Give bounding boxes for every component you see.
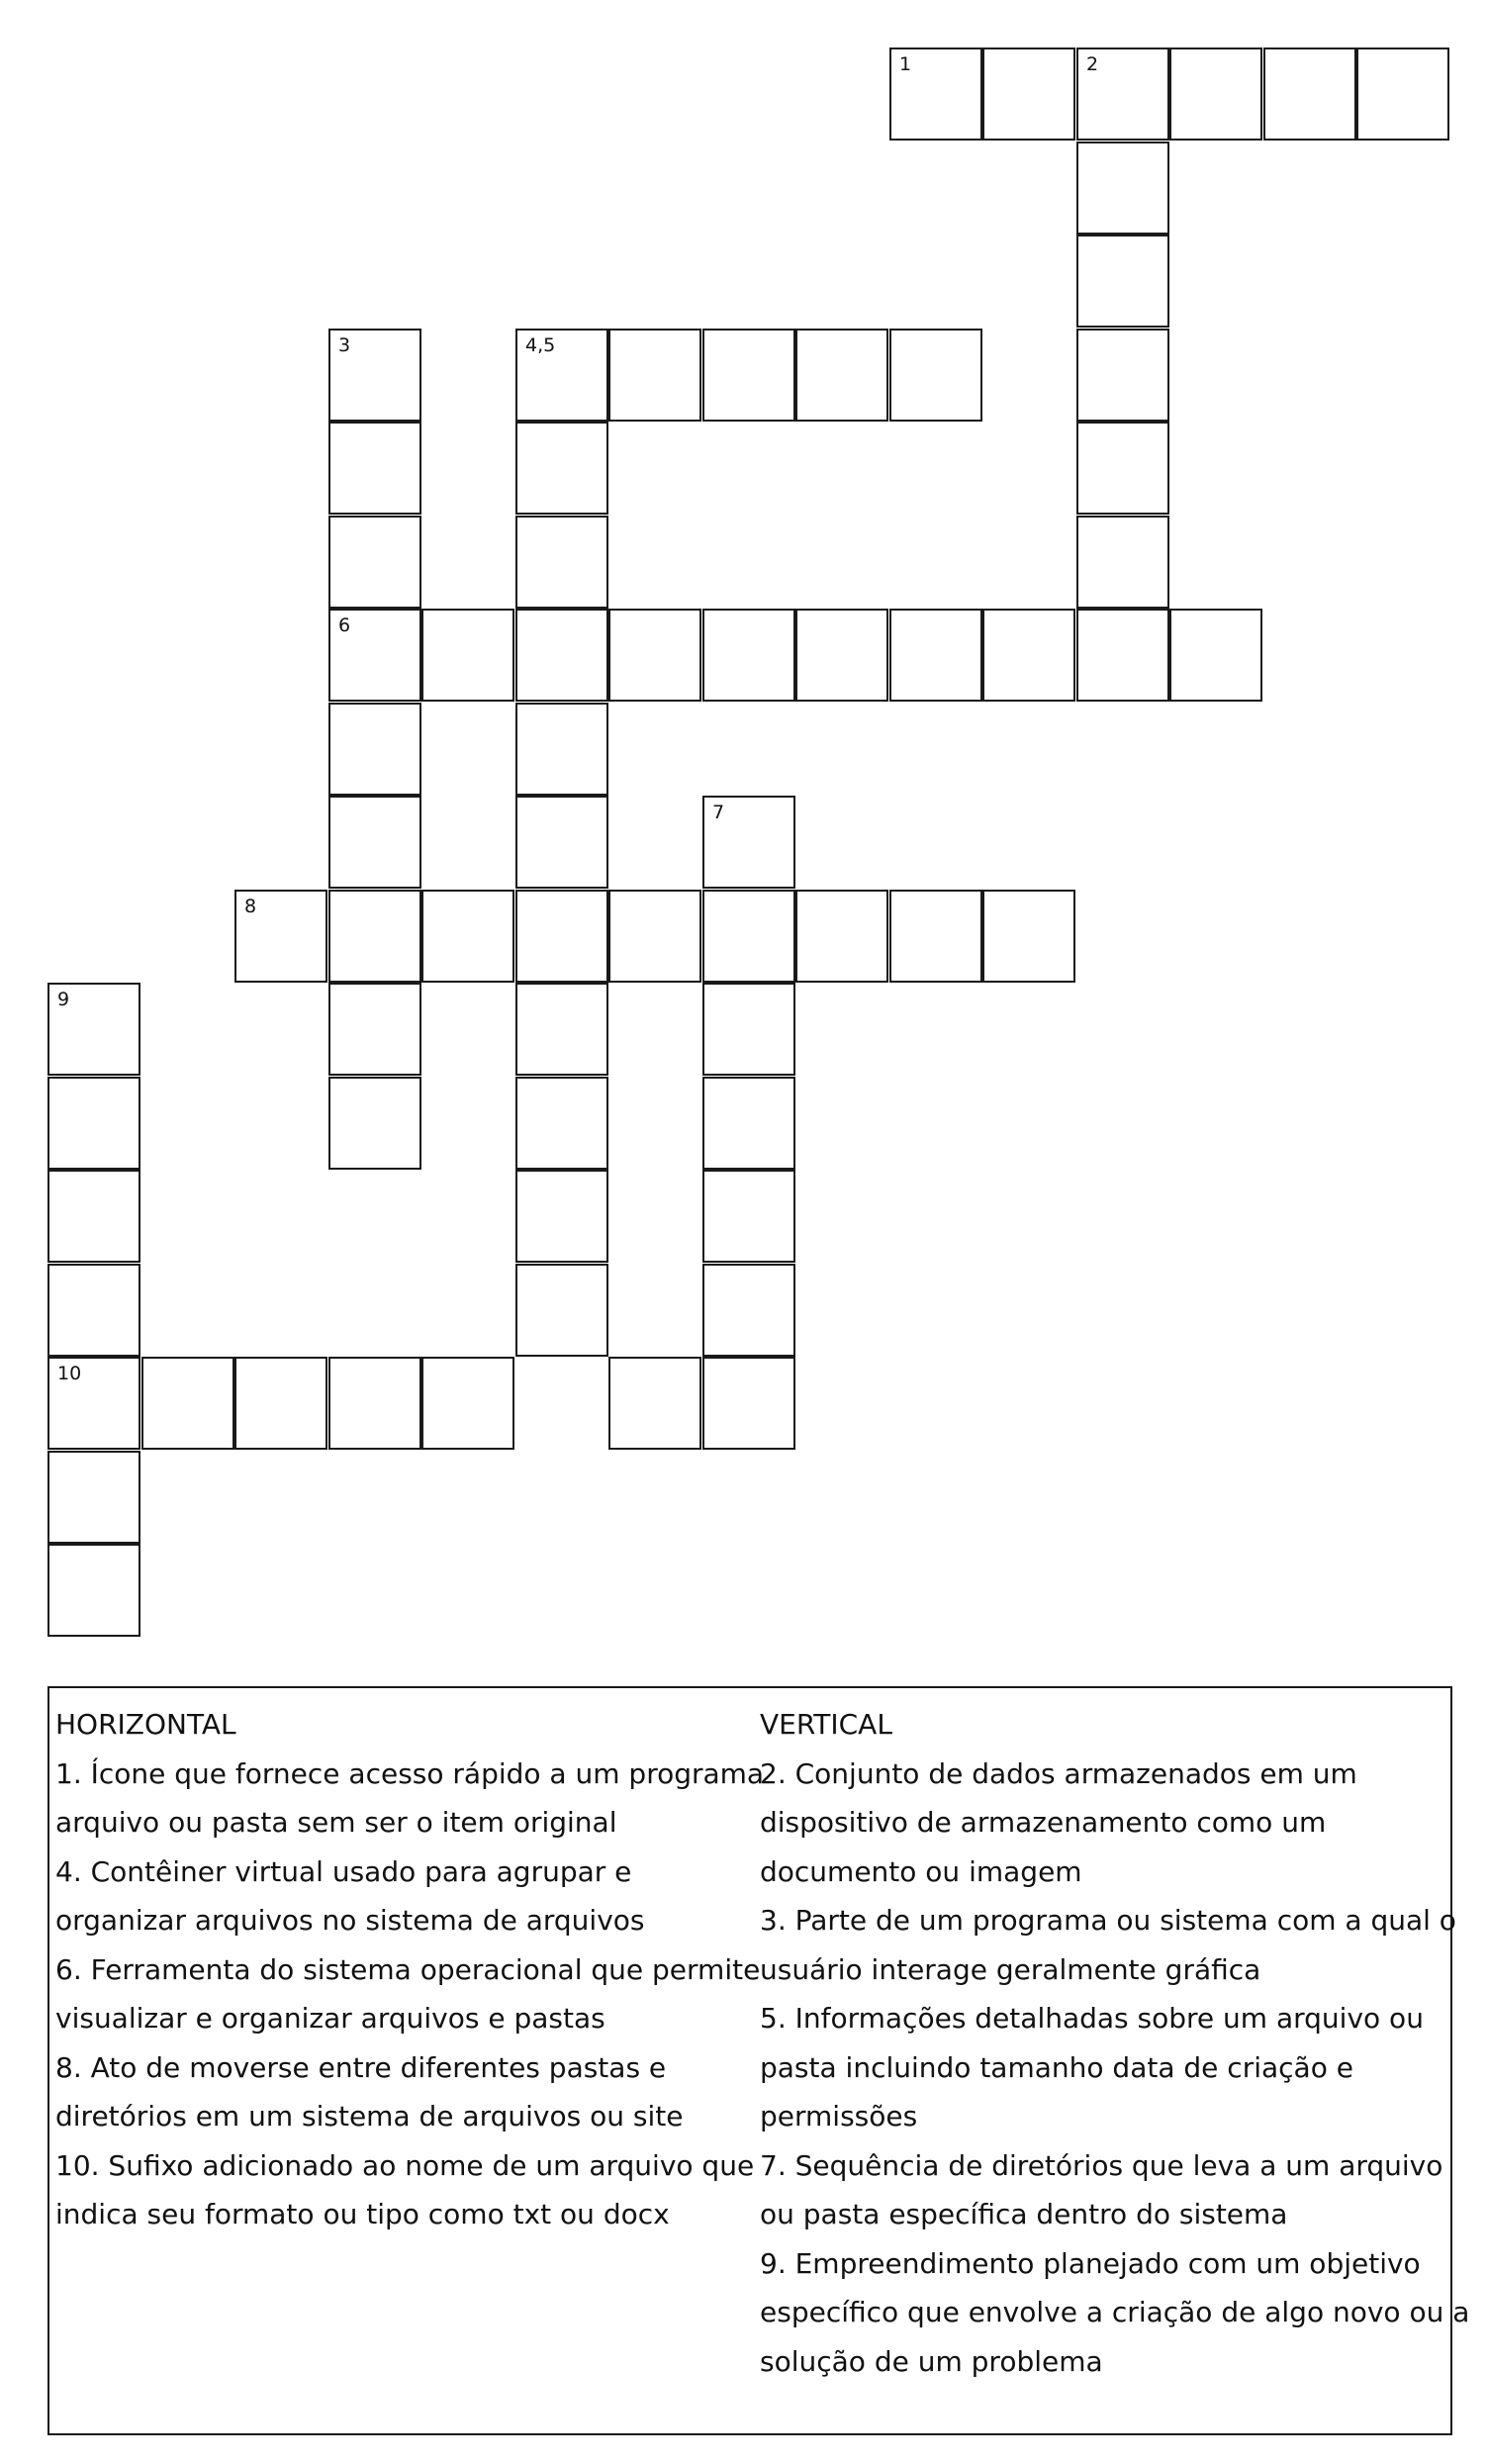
crossword-cell[interactable] [982, 609, 1075, 702]
crossword-cell[interactable] [515, 1077, 608, 1170]
clue-line: 7. Sequência de diretórios que leva a um arquivo [760, 2148, 1443, 2182]
crossword-cell[interactable] [47, 1077, 140, 1170]
crossword-cell[interactable] [515, 1170, 608, 1263]
clue-line: 1. Ícone que fornece acesso rápido a um programa [55, 1756, 765, 1790]
clue-line: pasta incluindo tamanho data de criação e [760, 2050, 1353, 2084]
clue-line: 3. Parte de um programa ou sistema com a qual o [760, 1904, 1456, 1937]
clues-vertical [760, 1700, 1470, 2386]
crossword-cell[interactable] [328, 516, 421, 609]
clues-horizontal [55, 1700, 765, 2239]
crossword-cell[interactable] [515, 983, 608, 1076]
clue-number: 1 [899, 53, 912, 75]
crossword-cell[interactable] [889, 329, 982, 422]
clue-number: 3 [338, 334, 351, 356]
clue-number: 4,5 [525, 334, 556, 356]
clue-line: 9. Empreendimento planejado com um objetivo [760, 2246, 1421, 2280]
crossword-cell[interactable] [515, 890, 608, 983]
crossword-cell[interactable] [328, 609, 421, 702]
clue-line: dispositivo de armazenamento como um [760, 1806, 1327, 1839]
crossword-cell[interactable] [1169, 47, 1262, 141]
crossword-cell[interactable] [234, 1357, 327, 1450]
clue-line: diretórios em um sistema de arquivos ou site [55, 2100, 684, 2132]
clue-number: 9 [57, 989, 70, 1010]
crossword-cell[interactable] [421, 609, 514, 702]
crossword-cell[interactable] [1076, 609, 1169, 702]
clue-line: visualizar e organizar arquivos e pastas [55, 2002, 605, 2035]
crossword-cell[interactable] [47, 1357, 140, 1450]
clue-line: 4. Contêiner virtual usado para agrupar e [55, 1854, 632, 1888]
crossword-cell[interactable] [47, 1170, 140, 1263]
clue-number: 8 [244, 896, 257, 917]
crossword-cell[interactable] [234, 890, 327, 983]
crossword-cell[interactable] [515, 1264, 608, 1357]
crossword-cell[interactable] [328, 329, 421, 422]
crossword-cell[interactable] [1263, 47, 1356, 141]
crossword-cell[interactable] [421, 890, 514, 983]
crossword-cell[interactable] [328, 703, 421, 796]
crossword-cell[interactable] [795, 609, 888, 702]
crossword-cell[interactable] [889, 609, 982, 702]
crossword-cell[interactable] [702, 1264, 795, 1357]
crossword-cell[interactable] [1076, 47, 1169, 141]
crossword-cell[interactable] [608, 1357, 701, 1450]
crossword-cell[interactable] [608, 890, 701, 983]
clue-line: permissões [760, 2100, 918, 2132]
crossword-cell[interactable] [328, 983, 421, 1076]
crossword-cell[interactable] [702, 1077, 795, 1170]
clue-line: solução de um problema [760, 2344, 1103, 2378]
crossword-cell[interactable] [515, 516, 608, 609]
crossword-cell[interactable] [141, 1357, 234, 1450]
crossword-cell[interactable] [889, 47, 982, 141]
crossword-cell[interactable] [1356, 47, 1449, 141]
crossword-cell[interactable] [1076, 516, 1169, 609]
crossword-cell[interactable] [47, 983, 140, 1076]
crossword-cell[interactable] [1076, 142, 1169, 235]
clues-box [47, 1686, 1470, 2435]
clue-number: 7 [712, 802, 725, 823]
clue-line: documento ou imagem [760, 1854, 1082, 1888]
crossword-cell[interactable] [1076, 329, 1169, 422]
crossword-cell[interactable] [702, 1357, 795, 1450]
crossword-cell[interactable] [702, 983, 795, 1076]
clue-line: indica seu formato ou tipo como txt ou docx [55, 2198, 670, 2230]
clue-line: 10. Sufixo adicionado ao nome de um arquivo que [55, 2148, 755, 2182]
crossword-cell[interactable] [702, 890, 795, 983]
crossword-cell[interactable] [608, 329, 701, 422]
crossword-cell[interactable] [515, 422, 608, 515]
crossword-cell[interactable] [47, 1544, 140, 1637]
crossword-cell[interactable] [1076, 235, 1169, 328]
clue-line: ou pasta específica dentro do sistema [760, 2198, 1288, 2230]
crossword-cell[interactable] [795, 890, 888, 983]
crossword-cell[interactable] [515, 609, 608, 702]
clues-horizontal-heading: HORIZONTAL [55, 1708, 236, 1741]
clue-line: usuário interage geralmente gráfica [760, 1952, 1261, 1986]
crossword-cell[interactable] [702, 1170, 795, 1263]
clue-line: 5. Informações detalhadas sobre um arquivo ou [760, 2002, 1424, 2035]
clue-line: 2. Conjunto de dados armazenados em um [760, 1756, 1357, 1790]
crossword-cell[interactable] [889, 890, 982, 983]
clue-number: 10 [57, 1363, 82, 1384]
clue-line: arquivo ou pasta sem ser o item original [55, 1806, 617, 1839]
crossword-cell[interactable] [47, 1264, 140, 1357]
crossword-cell[interactable] [515, 329, 608, 422]
clue-line: organizar arquivos no sistema de arquivos [55, 1904, 645, 1937]
clue-number: 6 [338, 615, 351, 636]
crossword-cell[interactable] [1169, 609, 1262, 702]
crossword-cell[interactable] [47, 1451, 140, 1544]
crossword-cell[interactable] [1076, 422, 1169, 515]
crossword-cell[interactable] [328, 796, 421, 889]
clues-vertical-heading: VERTICAL [760, 1708, 892, 1741]
crossword-cell[interactable] [328, 422, 421, 515]
crossword-cell[interactable] [328, 1357, 421, 1450]
crossword-cell[interactable] [515, 796, 608, 889]
crossword-cell[interactable] [702, 329, 795, 422]
clue-line: 8. Ato de moverse entre diferentes pastas e [55, 2050, 667, 2084]
crossword-cell[interactable] [608, 609, 701, 702]
crossword-cell[interactable] [982, 890, 1075, 983]
crossword-cell[interactable] [702, 609, 795, 702]
crossword-cell[interactable] [421, 1357, 514, 1450]
clue-line: específico que envolve a criação de algo novo ou a [760, 2296, 1470, 2328]
crossword-cell[interactable] [515, 703, 608, 796]
crossword-cell[interactable] [795, 329, 888, 422]
clue-line: 6. Ferramenta do sistema operacional que permite [55, 1952, 761, 1986]
clue-number: 2 [1086, 53, 1099, 75]
crossword-cell[interactable] [328, 1077, 421, 1170]
crossword-cell[interactable] [982, 47, 1075, 141]
crossword-cell[interactable] [328, 890, 421, 983]
crossword-cell[interactable] [702, 796, 795, 889]
